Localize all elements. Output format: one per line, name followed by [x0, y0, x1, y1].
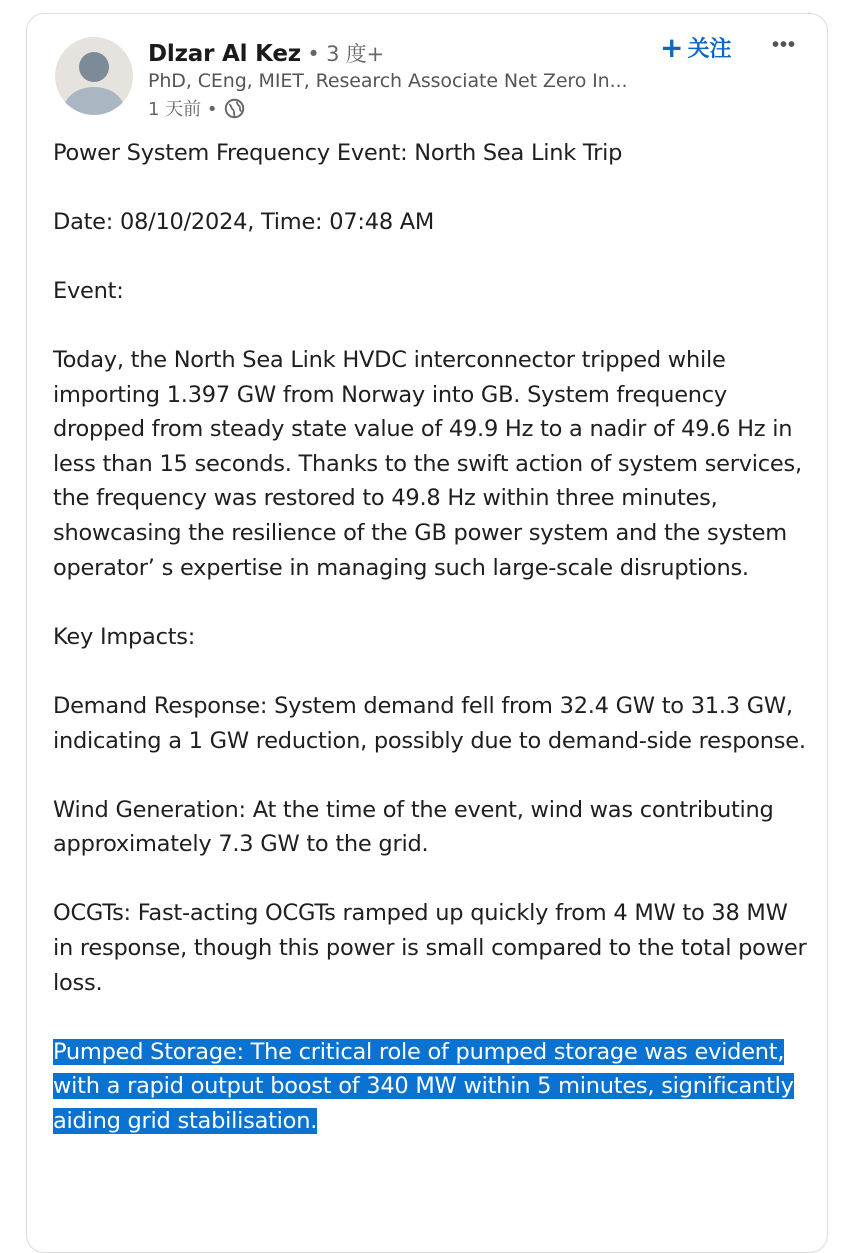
- more-options-button[interactable]: [770, 30, 798, 60]
- demand-paragraph: Demand Response: System demand fell from 32.4 GW to 31.3 GW, indicating a 1 GW reduction, possibly due to demand-side response.: [53, 692, 806, 754]
- selected-text[interactable]: Pumped Storage: The critical role of pumped storage was evident, with a rapid output boost of 340 MW within 5 minutes, significantly aiding grid stabilisation.: [53, 1038, 794, 1135]
- more-icon: •••: [771, 33, 796, 56]
- author-name[interactable]: [148, 38, 384, 68]
- plus-icon: +: [660, 30, 684, 64]
- avatar[interactable]: [55, 37, 133, 115]
- event-heading: Event:: [53, 277, 124, 304]
- post-title: Power System Frequency Event: North Sea Link Trip: [53, 140, 623, 166]
- post-body: [53, 136, 813, 1173]
- post-meta: [148, 95, 245, 121]
- follow-label: 关注: [687, 37, 732, 62]
- avatar-placeholder-icon: [55, 37, 133, 115]
- author-headline: PhD, CEng, MIET, Research Associate Net Zero In...: [148, 70, 628, 92]
- ocgt-paragraph: OCGTs: Fast-acting OCGTs ramped up quickly from 4 MW to 38 MW in response, though this power is small compared to the total power loss.: [53, 900, 807, 996]
- post-time: 1 天前 •: [148, 99, 218, 120]
- wind-paragraph: Wind Generation: At the time of the event, wind was contributing approximately 7.3 GW to the grid.: [53, 796, 774, 858]
- event-paragraph: Today, the North Sea Link HVDC interconnector tripped while importing 1.397 GW from Norway into GB. System frequency dropped from steady state value of 49.9 Hz to a nadir of 49.6 Hz in less than 15 seconds. Thanks to the swift action of system services, the frequency was restored to 49.8 Hz within three minutes, showcasing the resilience of the GB power system and the system operator’ s expertise in managing such large-scale disruptions.: [53, 346, 802, 581]
- impacts-heading: Key Impacts:: [53, 623, 196, 650]
- connection-degree: • 3 度+: [300, 42, 384, 66]
- globe-icon: [224, 98, 245, 119]
- author-name-text[interactable]: Dlzar Al Kez: [148, 41, 301, 67]
- pumped-storage-paragraph: [53, 1035, 813, 1139]
- follow-button[interactable]: [660, 32, 731, 63]
- post-date-line: Date: 08/10/2024, Time: 07:48 AM: [53, 208, 435, 235]
